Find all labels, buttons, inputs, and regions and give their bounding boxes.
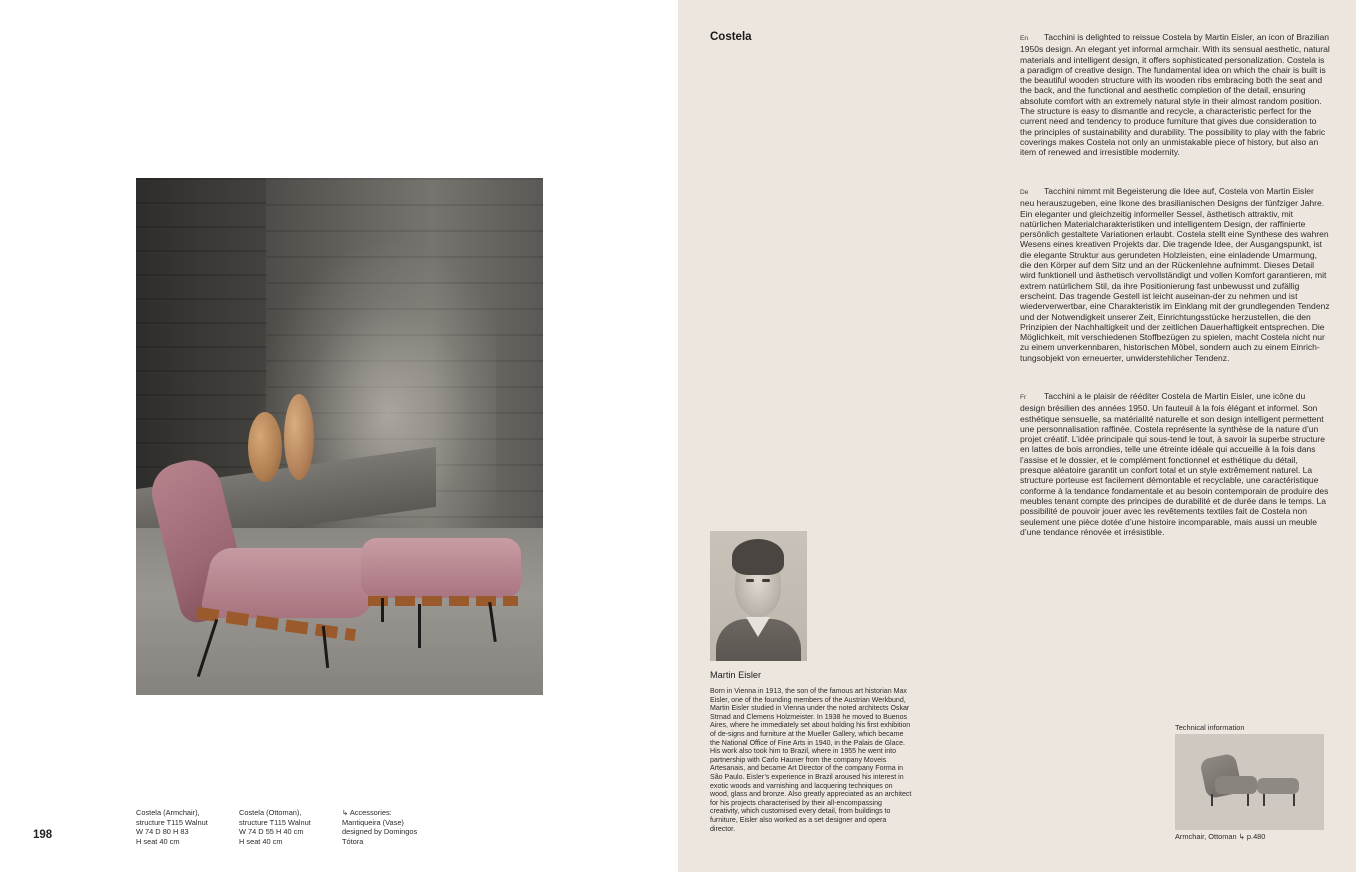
portrait-hair bbox=[732, 539, 784, 575]
product-photo bbox=[136, 178, 543, 695]
armchair-seat bbox=[199, 548, 384, 618]
caption-ottoman: Costela (Ottoman), structure T115 Walnut W 74 D 55 H 40 cm H seat 40 cm bbox=[239, 808, 311, 846]
designer-name: Martin Eisler bbox=[710, 670, 762, 680]
text-french-body: Tacchini a le plaisir de rééditer Costela de Martin Eisler, une icône du design brésilien des années 1950. Un fauteuil à la fois élégant et informel. Son esthétique sensuelle, sa matérialité naturelle et son design intelligent permettent une personnalisation raffinée. Costela représente la synthèse de la nature d’un projet créatif. L’idée principale qui sous-tend le tout, à savoir la superbe structure en lattes de bois arrondies, telle une étreinte idéale qui accueille à la fois dans l’assise et le dossier, et le complément fonctionnel et esthétique du détail, presque aléatoire garantit un confort total et un style extrêmement naturel. La structure porteuse est facilement démontable et recyclable, une caractéristique conforme à la tendance fondamentale et au besoin contemporain de produire des meubles tenant compte des principes de durabilité et de durée dans le temps. La possibilité de pouvoir jouer avec les revêtements textiles fait de Costela non seulement une pièce dotée d’une histoire incomparable, mais aussi un meuble d’une tendance rénovée et irrésistible. bbox=[1020, 391, 1329, 537]
vase-tall bbox=[284, 394, 314, 480]
text-english-body: Tacchini is delighted to reissue Costela by Martin Eisler, an icon of Brazilian 1950s design. An elegant yet informal armchair. With its sensual aesthetic, natural materials and intelligent design, it offers sophisticated personalization. Costela is a paradigm of creative design. The fundamental idea on which the chair is built is the beautiful wooden structure with its wooden ribs embracing both the seat and the back, and the functional and aesthetic completion of the detail, ensuring absolute comfort with an extremely natural style in their almost random position. The structure is easy to dismantle and recycle, a characteristic perfect for the current need and tendency to produce furniture that gives due consideration to the principles of sustainability and durability. The possibility to play with the fabric coverings makes Costela not only an unmistakable piece of history, but also an item of renewed and irresistible modernity. bbox=[1020, 32, 1330, 158]
lang-label-en: En bbox=[1020, 35, 1029, 42]
caption-armchair: Costela (Armchair), structure T115 Walnut W 74 D 80 H 83 H seat 40 cm bbox=[136, 808, 208, 846]
page-number: 198 bbox=[33, 829, 53, 841]
technical-drawing bbox=[1175, 734, 1324, 830]
text-german-body: Tacchini nimmt mit Begeisterung die Idee auf, Costela von Martin Eisler neu herauszugeben, eine Ikone des brasilianischen Designs der fünfziger Jahre. Ein eleganter und gleichzeitig informeller Sessel, ästhetisch attraktiv, mit natürlichen Materialcharakteristiken und intelligentem Design, der raffinierte persönlich gestaltete Variationen erlaubt. Costela stellt eine Synthese des wahren Wesens eines kreativen Projekts dar. Die tragende Idee, der Ausgangspunkt, ist die elegante Struktur aus gerundeten Holzleisten, eine einladende Umarmung, die den Körper auf dem Sitz und an der Rückenlehne aufnimmt. Dieses Detail wird funktionell und ästhetisch vervollständigt und vollen Komfort garantieren, mit extrem natürlichem Stil, da ihre Positionierung fast unbewusst und zufällig erscheint. Das tragende Gestell ist leicht auseinan-der zu nehmen und ist wiederverwertbar, eine Charakteristik im Einklang mit der grundlegenden Tendenz und der Notwendigkeit unserer Zeit, Einrichtungsstücke herzustellen, die den Prinzipien der Nachhaltigkeit und der zeitlichen Dauerhaftigkeit entsprechen. Die Möglichkeit, mit verschiedenen Stoffbezügen zu spielen, macht Costela nicht nur zu einem unverkennbaren, historischen Möbel, sondern auch zu einem Einrich-tungsobjekt von erneuerter, unwiderstehlicher Tendenz. bbox=[1020, 186, 1330, 363]
tech-armchair-seat bbox=[1215, 776, 1257, 794]
caption-accessories: ↳ Accessories: Mantiqueira (Vase) designed by Domingos Tótora bbox=[342, 808, 418, 846]
text-german bbox=[1020, 186, 1330, 363]
tech-ottoman bbox=[1257, 778, 1299, 794]
tech-leg bbox=[1211, 794, 1213, 806]
tech-leg bbox=[1247, 794, 1249, 806]
ottoman-leg bbox=[381, 598, 384, 622]
text-english bbox=[1020, 32, 1330, 158]
lang-label-fr: Fr bbox=[1020, 394, 1027, 401]
technical-heading: Technical information bbox=[1175, 723, 1245, 732]
tech-leg bbox=[1263, 794, 1265, 806]
ottoman-wooden-ribs bbox=[368, 596, 518, 606]
text-french bbox=[1020, 391, 1330, 537]
tech-leg bbox=[1293, 794, 1295, 806]
designer-portrait bbox=[710, 531, 807, 661]
ottoman-leg bbox=[418, 604, 421, 648]
ottoman-cushion bbox=[361, 538, 521, 598]
lang-label-de: De bbox=[1020, 189, 1029, 196]
technical-caption: Armchair, Ottoman ↳ p.480 bbox=[1175, 832, 1266, 841]
portrait-eye bbox=[762, 579, 770, 582]
product-title: Costela bbox=[710, 31, 752, 43]
portrait-eye bbox=[746, 579, 754, 582]
designer-bio: Born in Vienna in 1913, the son of the famous art historian Max Eisler, one of the founding members of the Austrian Werkbund, Martin Eisler studied in Vienna under the noted architects Oskar Strnad and Clemens Holzmeister. In 1938 he moved to Buenos Aires, where he immediately set about holding his first exhibition of de-signs and furniture at the Mueller Gallery, which became the National Office of Fine Arts in 1940, in the Palais de Glace. His work also took him to Brazil, where in 1955 he went into partnership with Carlo Hauner from the company Moveis Artesanais, and became Art Director of the company Forma in São Paulo. Eisler’s experience in Brazil aroused his interest in exotic woods and varnishing and lacquering techniques on wood, glass and bronze. Also greatly appreciated as an architect for his projects characterised by their all-encompassing creativity, which customised every detail, from buildings to furniture, Eisler also worked as a set designer and opera director. bbox=[710, 688, 912, 833]
vase-small bbox=[248, 412, 282, 482]
